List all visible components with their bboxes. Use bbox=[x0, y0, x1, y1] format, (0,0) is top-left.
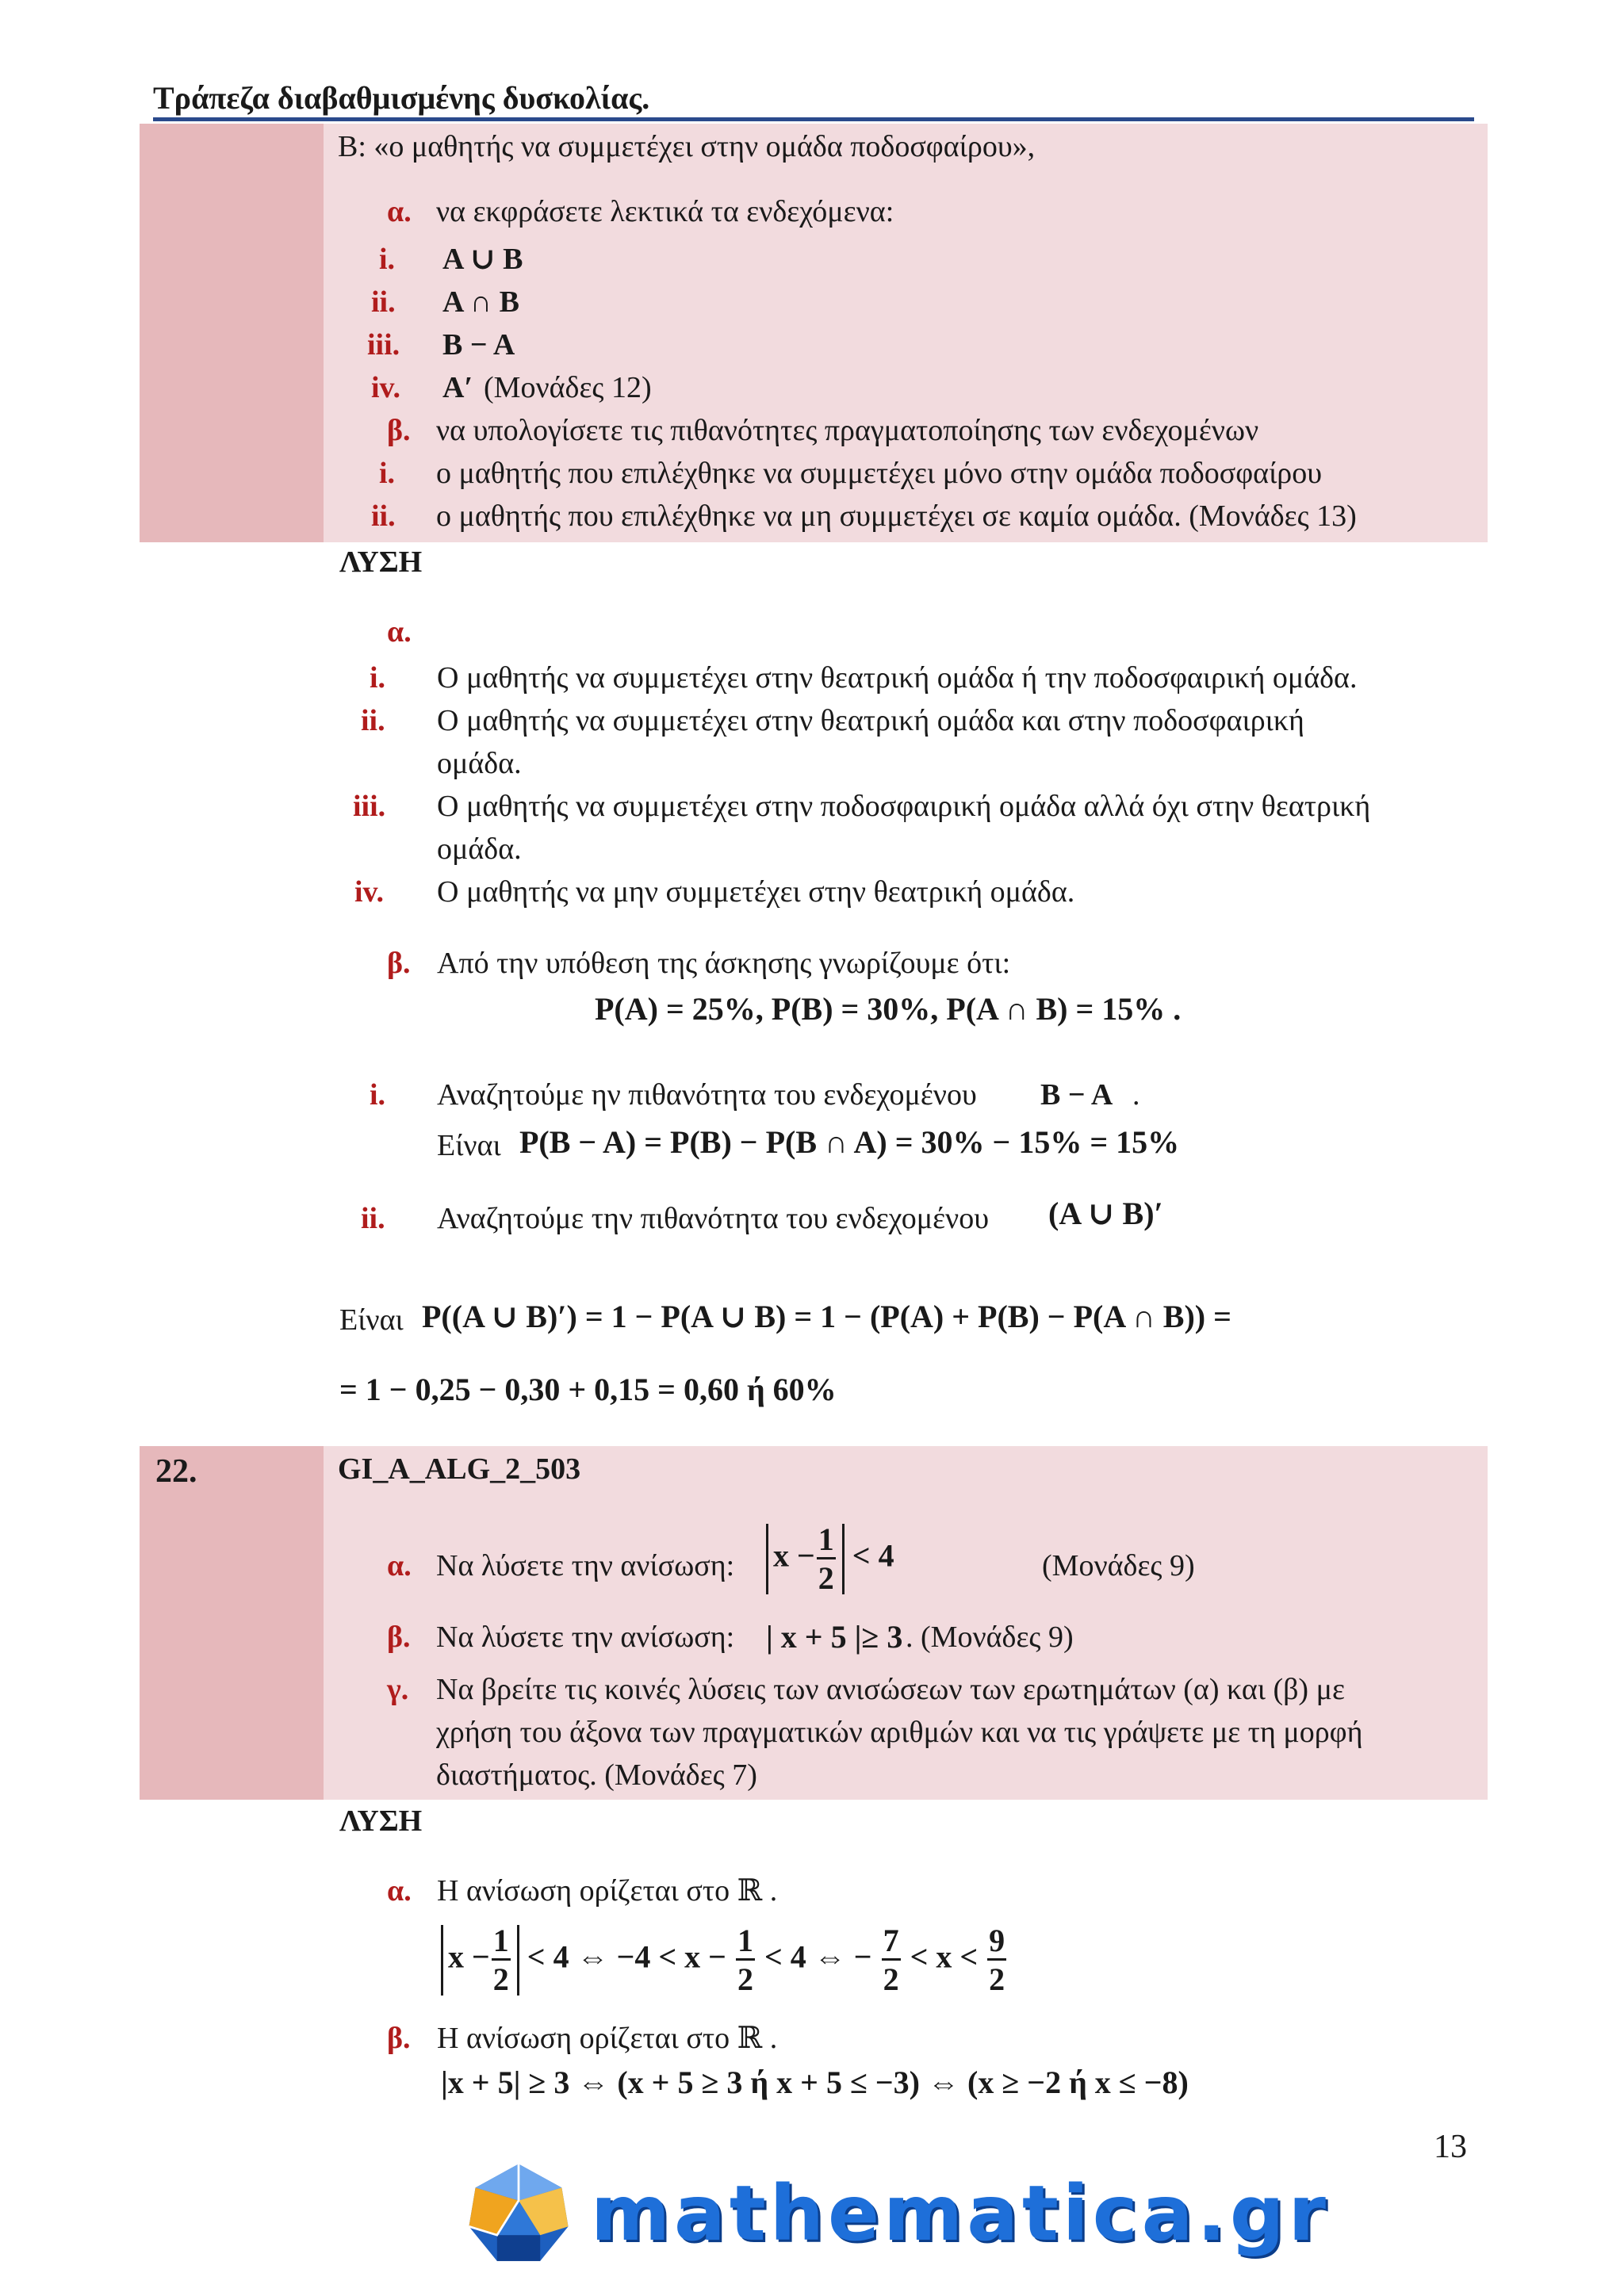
item-label: i. bbox=[379, 457, 396, 490]
einai-text: Είναι bbox=[339, 1303, 404, 1337]
fraction bbox=[987, 1925, 1006, 1996]
question-number: 22. bbox=[155, 1453, 197, 1490]
fraction bbox=[882, 1925, 901, 1996]
denominator: 2 bbox=[818, 1560, 834, 1596]
header-rule bbox=[153, 117, 1474, 121]
marks-note: (Μονάδες 12) bbox=[484, 371, 652, 404]
item-label: ii. bbox=[371, 285, 396, 319]
punctuation: . bbox=[1132, 1078, 1140, 1112]
solution-text: Αναζητούμε την πιθανότητα του ενδεχομένου bbox=[437, 1202, 990, 1235]
item-label: ii. bbox=[371, 499, 396, 533]
solution-line-continued: ομάδα. bbox=[437, 747, 522, 780]
part-c-text: διαστήματος. (Μονάδες 7) bbox=[436, 1758, 757, 1792]
expr-text: < x < bbox=[910, 1938, 979, 1975]
solution-text: Αναζητούμε ην πιθανότητα του ενδεχομένου bbox=[437, 1078, 977, 1112]
numerator: 1 bbox=[736, 1925, 755, 1961]
question-body bbox=[324, 124, 1488, 542]
expr-text: < 4 ⇔ − bbox=[764, 1938, 872, 1975]
part-b-item: ο μαθητής που επιλέχθηκε να συμμετέχει μόνο στην ομάδα ποδοσφαίρου bbox=[436, 457, 1323, 490]
part-c-label: γ. bbox=[387, 1673, 409, 1706]
einai-text: Είναι bbox=[437, 1129, 501, 1162]
item-label: i. bbox=[370, 661, 386, 695]
fraction bbox=[817, 1521, 836, 1596]
part-a-label: α. bbox=[387, 195, 412, 228]
expr-text: < 4 bbox=[852, 1537, 894, 1574]
set-expression: A ∩ B bbox=[442, 285, 520, 319]
inequality-b-expression: | x + 5 |≥ 3 bbox=[766, 1619, 903, 1655]
denominator: 2 bbox=[989, 1961, 1005, 1997]
item-label: iii. bbox=[367, 328, 400, 362]
page-number: 13 bbox=[1434, 2129, 1467, 2165]
given-probabilities-formula: P(A) = 25%, P(B) = 30%, P(A ∩ B) = 15% . bbox=[595, 991, 1182, 1027]
expr-text: x − bbox=[448, 1938, 490, 1975]
probability-b-minus-a-formula: P(B − A) = P(B) − P(B ∩ A) = 30% − 15% = 15% bbox=[519, 1124, 1180, 1160]
inequality-b-solution: |x + 5| ≥ 3 ⇔ (x + 5 ≥ 3 ή x + 5 ≤ −3) ⇔ (x ≥ −2 ή x ≤ −8) bbox=[441, 2064, 1189, 2100]
part-a-label: α. bbox=[387, 1549, 412, 1582]
part-b-label: β. bbox=[387, 414, 411, 447]
brand-logo-text: mathematica.gr bbox=[591, 2169, 1330, 2258]
part-b-text: Να λύσετε την ανίσωση: bbox=[436, 1621, 735, 1654]
complement-probability-result: = 1 − 0,25 − 0,30 + 0,15 = 0,60 ή 60% bbox=[339, 1372, 837, 1407]
marks-note: (Μονάδες 9) bbox=[1042, 1549, 1195, 1582]
solution-part-a-label: α. bbox=[387, 1874, 412, 1908]
fraction bbox=[736, 1925, 755, 1996]
solution-part-b-text: Από την υπόθεση της άσκησης γνωρίζουμε ότι: bbox=[437, 947, 1011, 980]
item-label: iv. bbox=[354, 875, 384, 909]
event-expression: B − A bbox=[1040, 1078, 1113, 1112]
part-a-text: να εκφράσετε λεκτικά τα ενδεχόμενα: bbox=[436, 195, 894, 228]
denominator: 2 bbox=[492, 1961, 509, 1997]
solution-title: ΛΥΣΗ bbox=[339, 545, 423, 579]
solution-line: Ο μαθητής να συμμετέχει στην θεατρική ομάδα και στην ποδοσφαιρική bbox=[437, 704, 1304, 737]
solution-text: Η ανίσωση ορίζεται στο ℝ . bbox=[437, 2022, 778, 2055]
part-c-text: χρήση του άξονα των πραγματικών αριθμών και να τις γράψετε με τη μορφή bbox=[436, 1716, 1363, 1749]
expr-text: < 4 ⇔ −4 < x − bbox=[527, 1938, 726, 1975]
fraction bbox=[492, 1925, 511, 1996]
denominator: 2 bbox=[883, 1961, 899, 1997]
solution-line-continued: ομάδα. bbox=[437, 832, 522, 866]
item-label: ii. bbox=[361, 704, 385, 737]
set-expression: B − A bbox=[442, 328, 515, 362]
event-b-definition: Β: «ο μαθητής να συμμετέχει στην ομάδα ποδοσφαίρου», bbox=[338, 130, 1036, 163]
numerator: 1 bbox=[817, 1524, 836, 1559]
document-header: Τράπεζα διαβαθμισμένης δυσκολίας. bbox=[153, 80, 650, 116]
part-b-item: ο μαθητής που επιλέχθηκε να μη συμμετέχει σε καμία ομάδα. (Μονάδες 13) bbox=[436, 499, 1357, 533]
solution-line: Ο μαθητής να μην συμμετέχει στην θεατρική ομάδα. bbox=[437, 875, 1075, 909]
solution-line: Ο μαθητής να συμμετέχει στην ποδοσφαιρική ομάδα αλλά όχι στην θεατρική bbox=[437, 790, 1371, 823]
absolute-value bbox=[441, 1925, 519, 1996]
question-21-block bbox=[140, 124, 1488, 542]
numerator: 9 bbox=[987, 1925, 1006, 1961]
part-a-text: Να λύσετε την ανίσωση: bbox=[436, 1549, 735, 1582]
item-label: i. bbox=[370, 1078, 386, 1112]
expr-text: x − bbox=[773, 1537, 815, 1574]
inequality-a-expression bbox=[766, 1521, 894, 1596]
item-label: i. bbox=[379, 243, 396, 276]
set-expression: A ∪ B bbox=[442, 243, 523, 276]
event-expression: (A ∪ B)′ bbox=[1048, 1196, 1163, 1231]
solution-part-b-label: β. bbox=[387, 2022, 411, 2055]
complement-probability-formula: P((A ∪ B)′) = 1 − P(A ∪ B) = 1 − (P(A) + P(B) − P(A ∩ B)) = bbox=[422, 1299, 1231, 1334]
solution-line: Ο μαθητής να συμμετέχει στην θεατρική ομάδα ή την ποδοσφαιρική ομάδα. bbox=[437, 661, 1358, 695]
question-number-column bbox=[140, 1446, 324, 1800]
inequality-a-solution bbox=[441, 1925, 1008, 1996]
part-b-text: να υπολογίσετε τις πιθανότητες πραγματοποίησης των ενδεχομένων bbox=[436, 414, 1259, 447]
item-label: iii. bbox=[353, 790, 386, 823]
solution-part-a-label: α. bbox=[387, 615, 412, 649]
denominator: 2 bbox=[737, 1961, 753, 1997]
absolute-value bbox=[766, 1521, 845, 1596]
numerator: 1 bbox=[492, 1925, 511, 1961]
part-c-text: Να βρείτε τις κοινές λύσεις των ανισώσεων των ερωτημάτων (α) και (β) με bbox=[436, 1673, 1345, 1706]
solution-text: Η ανίσωση ορίζεται στο ℝ . bbox=[437, 1874, 778, 1908]
question-code: GI_A_ALG_2_503 bbox=[338, 1452, 581, 1486]
question-22-block bbox=[140, 1446, 1488, 1800]
polyhedron-logo-icon bbox=[465, 2160, 573, 2267]
marks-note: . (Μονάδες 9) bbox=[906, 1621, 1074, 1654]
solution-part-b-label: β. bbox=[387, 947, 411, 980]
question-body bbox=[324, 1446, 1488, 1800]
set-expression: A′ bbox=[442, 371, 473, 404]
solution-title: ΛΥΣΗ bbox=[339, 1804, 423, 1838]
part-b-label: β. bbox=[387, 1621, 411, 1654]
question-number-column bbox=[140, 124, 324, 542]
numerator: 7 bbox=[882, 1925, 901, 1961]
item-label: ii. bbox=[361, 1202, 385, 1235]
item-label: iv. bbox=[371, 371, 400, 404]
